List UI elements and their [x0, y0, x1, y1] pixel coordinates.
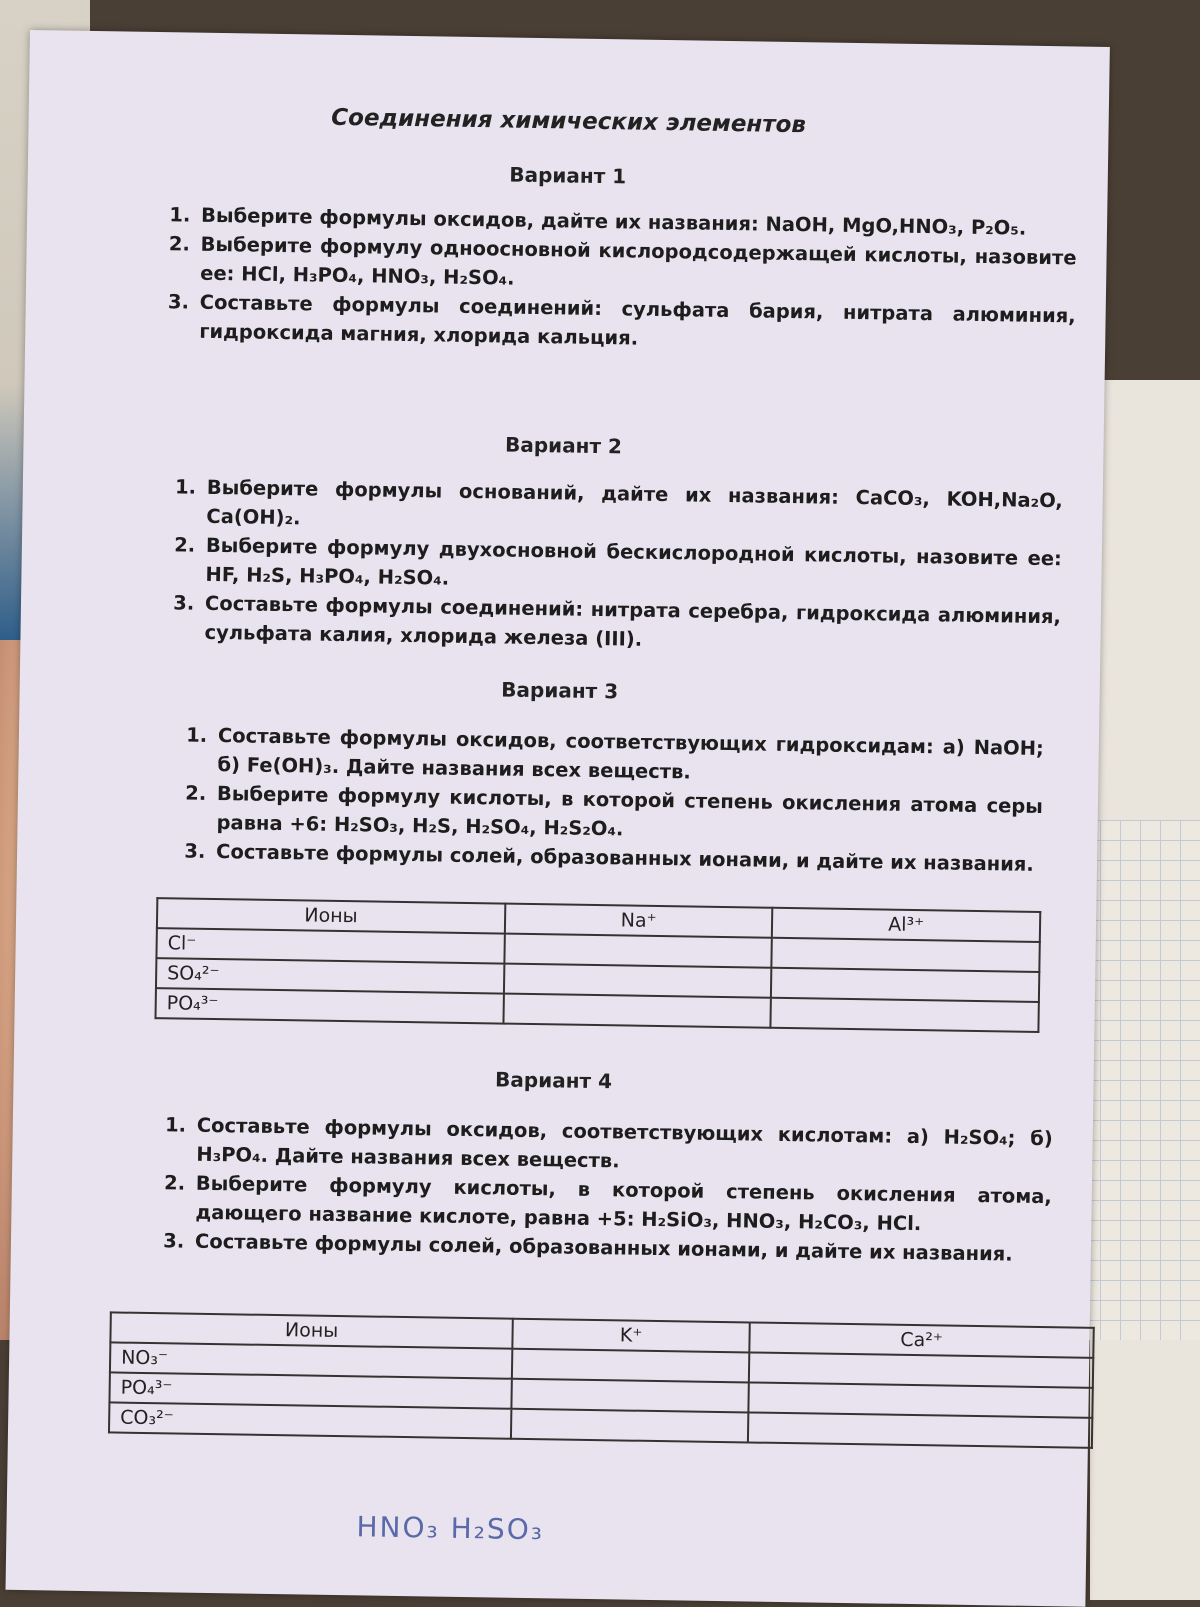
task-item: 2. Выберите формулу кислоты, в которой степень окисления атома серы равна +6: H₂SO₃, H₂S, H₂SO₄, H₂S₂O₄. [212, 779, 1043, 850]
empty-cell[interactable] [772, 938, 1040, 972]
task-item: 3. Составьте формулы соединений: нитрата серебра, гидроксида алюминия, сульфата калия, хлорида железа (III). [200, 589, 1061, 661]
empty-cell[interactable] [504, 964, 772, 998]
empty-cell[interactable] [512, 1349, 749, 1383]
variant-1-tasks [165, 200, 1077, 359]
variant-2-tasks [170, 472, 1063, 660]
empty-cell[interactable] [503, 994, 771, 1028]
ion-cell: SO₄²⁻ [156, 958, 504, 993]
task-item: 3. Составьте формулы соединений: сульфата бария, нитрата алюминия, гидроксида магния, хлорида кальция. [195, 288, 1076, 360]
variant-2-heading: Вариант 2 [504, 432, 623, 459]
variant-4-tasks [161, 1110, 1053, 1269]
task-item: 2. Выберите формулу одноосновной кислородсодержащей кислоты, назовите ее: HCl, H₃PO₄, HNO₃, H₂SO₄. [196, 230, 1077, 302]
table-header: Ca²⁺ [749, 1322, 1093, 1357]
ion-cell: PO₄³⁻ [109, 1372, 511, 1408]
table-header: Al³⁺ [772, 908, 1040, 942]
variant-3-tasks [182, 721, 1044, 879]
task-item: 3. Составьте формулы солей, образованных ионами, и дайте их названия. [212, 837, 1042, 879]
task-item: 2. Выберите формулу кислоты, в которой степень окисления атома, дающего название кислоте, равна +5: H₂SiO₃, HNO₃, H₂CO₃, HCl. [191, 1169, 1052, 1241]
ion-cell: CO₃²⁻ [109, 1402, 511, 1438]
table-header: Ионы [110, 1312, 512, 1348]
ion-cell: NO₃⁻ [110, 1342, 512, 1378]
grid-notebook [1080, 820, 1200, 1340]
ion-cell: PO₄³⁻ [155, 988, 503, 1023]
ions-table-variant-3 [154, 897, 1041, 1033]
table-header: Ионы [157, 898, 505, 933]
task-item: 1. Составьте формулы оксидов, соответствующих кислотам: а) H₂SO₄; б) H₃PO₄. Дайте названия всех веществ. [192, 1111, 1053, 1183]
empty-cell[interactable] [511, 1409, 748, 1443]
variant-1-heading: Вариант 1 [509, 162, 627, 189]
page-title: Соединения химических элементов [331, 104, 807, 139]
table-header: K⁺ [512, 1319, 749, 1353]
ion-cell: Cl⁻ [156, 928, 504, 963]
empty-cell[interactable] [748, 1412, 1092, 1447]
variant-4-heading: Вариант 4 [494, 1067, 613, 1094]
handwritten-note: HNO₃ H₂SO₃ [356, 1510, 545, 1547]
task-item: 1. Выберите формулы оксидов, дайте их названия: NaOH, MgO,HNO₃, P₂O₅. [197, 201, 1077, 244]
task-item: 1. Выберите формулы оснований, дайте их названия: CaCO₃, KOH,Na₂O, Ca(OH)₂. [202, 473, 1063, 545]
table-header: Na⁺ [505, 904, 773, 938]
task-item: 2. Выберите формулу двухосновной бескислородной кислоты, назовите ее: HF, H₂S, H₃PO₄, H₂SO₄. [201, 531, 1062, 603]
worksheet [5, 30, 1109, 1607]
empty-cell[interactable] [504, 934, 772, 968]
task-item: 1. Составьте формулы оксидов, соответствующих гидроксидам: а) NaOH; б) Fe(OH)₃. Дайте названия всех веществ. [213, 721, 1044, 792]
empty-cell[interactable] [511, 1379, 748, 1413]
ions-table-variant-4 [108, 1311, 1095, 1448]
empty-cell[interactable] [771, 968, 1039, 1002]
variant-3-heading: Вариант 3 [501, 677, 619, 704]
empty-cell[interactable] [771, 998, 1039, 1032]
task-item: 3. Составьте формулы солей, образованных ионами, и дайте их названия. [191, 1227, 1051, 1270]
